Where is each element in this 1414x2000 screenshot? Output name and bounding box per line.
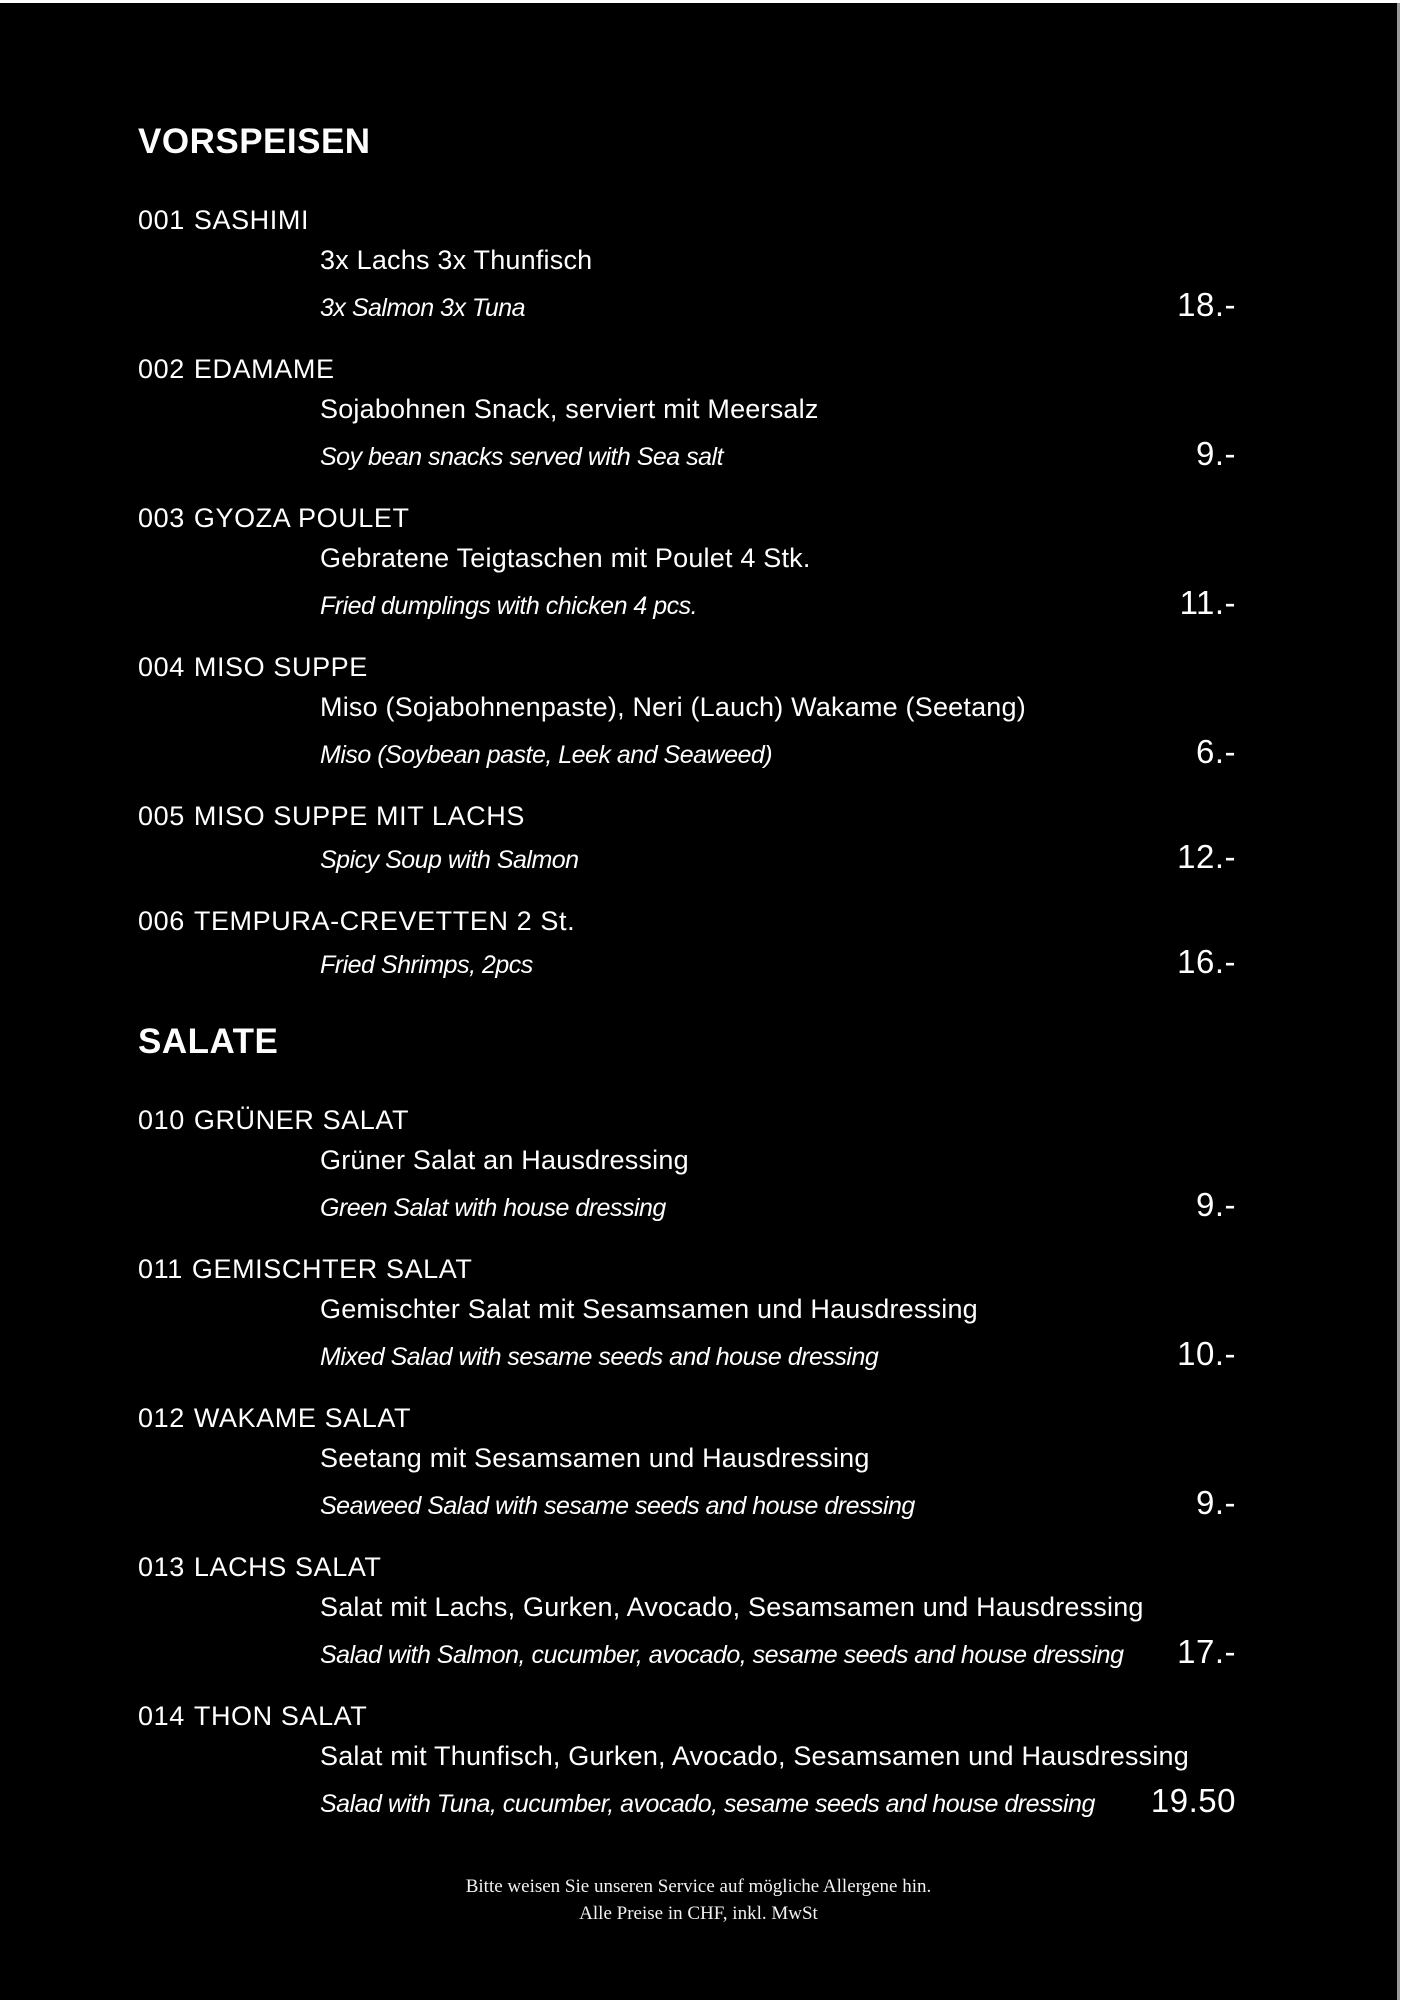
- allergen-notice: Bitte weisen Sie unseren Service auf mögliche Allergene hin.: [465, 1876, 932, 1897]
- item-description-row: [320, 436, 1236, 475]
- item-body: [320, 1590, 1397, 1673]
- item-description-row: [320, 1783, 1236, 1822]
- menu-section: [138, 1023, 1397, 1822]
- item-name: TEMPURA-CREVETTEN 2 St.: [193, 906, 576, 936]
- menu-item: [138, 1550, 1397, 1673]
- item-price: 18.-: [1177, 286, 1236, 323]
- item-code: 002: [138, 354, 185, 384]
- item-description-row: [320, 1634, 1236, 1673]
- item-header: [138, 1401, 1397, 1435]
- item-description-row: [320, 839, 1236, 878]
- item-code: 006: [138, 906, 185, 936]
- menu-item: [138, 650, 1397, 773]
- item-header: [138, 1103, 1397, 1137]
- item-description-row: [320, 287, 1236, 326]
- item-name: SASHIMI: [193, 205, 310, 235]
- item-description-english: Miso (Soybean paste, Leek and Seaweed): [320, 741, 773, 769]
- menu-item: [138, 1103, 1397, 1226]
- item-body: [320, 944, 1397, 983]
- item-description-german: Miso (Sojabohnenpaste), Neri (Lauch) Wakame (Seetang): [320, 692, 1026, 722]
- item-name: LACHS SALAT: [193, 1552, 382, 1582]
- item-description-english: Spicy Soup with Salmon: [320, 846, 579, 874]
- item-header: [138, 650, 1397, 684]
- item-price: 12.-: [1177, 838, 1236, 875]
- item-description-english: Fried Shrimps, 2pcs: [320, 951, 533, 979]
- menu-item: [138, 1699, 1397, 1822]
- item-code: 005: [138, 801, 185, 831]
- menu-sections: [138, 123, 1397, 1822]
- item-code: 001: [138, 205, 185, 235]
- item-code: 003: [138, 503, 185, 533]
- item-code: 004: [138, 652, 185, 682]
- item-name: GEMISCHTER SALAT: [191, 1254, 473, 1284]
- item-code: 010: [138, 1105, 185, 1135]
- price-currency-notice: Alle Preise in CHF, inkl. MwSt: [579, 1903, 818, 1924]
- item-body: [320, 690, 1397, 773]
- menu-item: [138, 1252, 1397, 1375]
- item-header: [138, 1550, 1397, 1584]
- menu-item: [138, 799, 1397, 878]
- item-description-german: Salat mit Thunfisch, Gurken, Avocado, Sesamsamen und Hausdressing: [320, 1741, 1189, 1771]
- item-name: EDAMAME: [193, 354, 335, 384]
- item-description-row: [320, 1187, 1236, 1226]
- item-body: [320, 1739, 1397, 1822]
- item-name: GRÜNER SALAT: [193, 1105, 410, 1135]
- item-body: [320, 392, 1397, 475]
- section-items: [138, 203, 1397, 983]
- item-body: [320, 1143, 1397, 1226]
- menu-section: [138, 123, 1397, 983]
- item-description-row: [320, 1485, 1236, 1524]
- item-price: 9.-: [1195, 435, 1236, 472]
- item-price: 11.-: [1179, 584, 1236, 621]
- item-header: [138, 904, 1397, 938]
- item-price: 17.-: [1177, 1633, 1236, 1670]
- menu-footer: [0, 1873, 1397, 1927]
- item-description-english: Fried dumplings with chicken 4 pcs.: [320, 592, 698, 620]
- item-price: 19.50: [1150, 1782, 1236, 1819]
- item-body: [320, 243, 1397, 326]
- item-code: 011: [138, 1254, 183, 1284]
- item-header: [138, 1252, 1397, 1286]
- item-body: [320, 1441, 1397, 1524]
- item-description-english: Soy bean snacks served with Sea salt: [320, 443, 724, 471]
- item-description-german: Grüner Salat an Hausdressing: [320, 1145, 689, 1175]
- menu-item: [138, 904, 1397, 983]
- item-description-english: Green Salat with house dressing: [320, 1194, 666, 1222]
- item-name: THON SALAT: [193, 1701, 368, 1731]
- item-description-german: 3x Lachs 3x Thunfisch: [320, 245, 593, 275]
- item-description-row: [320, 944, 1236, 983]
- item-header: [138, 203, 1397, 237]
- item-description-german: Seetang mit Sesamsamen und Hausdressing: [320, 1443, 870, 1473]
- item-body: [320, 839, 1397, 878]
- item-name: GYOZA POULET: [193, 503, 410, 533]
- item-description-english: 3x Salmon 3x Tuna: [320, 294, 526, 322]
- item-body: [320, 1292, 1397, 1375]
- item-code: 012: [138, 1403, 185, 1433]
- item-name: MISO SUPPE: [193, 652, 368, 682]
- item-code: 013: [138, 1552, 185, 1582]
- item-description-english: Mixed Salad with sesame seeds and house dressing: [320, 1343, 879, 1371]
- section-title: SALATE: [138, 1022, 279, 1061]
- item-description-row: [320, 1336, 1236, 1375]
- item-header: [138, 501, 1397, 535]
- item-header: [138, 799, 1397, 833]
- item-description-row: [320, 585, 1236, 624]
- item-description-row: [320, 734, 1236, 773]
- item-price: 10.-: [1177, 1335, 1236, 1372]
- item-description-german: Sojabohnen Snack, serviert mit Meersalz: [320, 394, 819, 424]
- menu-page: [0, 3, 1400, 2000]
- menu-item: [138, 203, 1397, 326]
- item-price: 9.-: [1195, 1484, 1236, 1521]
- menu-item: [138, 352, 1397, 475]
- item-price: 6.-: [1195, 733, 1236, 770]
- item-description-german: Gemischter Salat mit Sesamsamen und Hausdressing: [320, 1294, 978, 1324]
- item-price: 9.-: [1195, 1186, 1236, 1223]
- menu-item: [138, 501, 1397, 624]
- item-header: [138, 352, 1397, 386]
- item-price: 16.-: [1177, 943, 1236, 980]
- section-title: VORSPEISEN: [138, 122, 371, 161]
- item-description-english: Seaweed Salad with sesame seeds and house dressing: [320, 1492, 915, 1520]
- item-code: 014: [138, 1701, 185, 1731]
- item-header: [138, 1699, 1397, 1733]
- item-name: WAKAME SALAT: [193, 1403, 412, 1433]
- item-description-english: Salad with Tuna, cucumber, avocado, sesame seeds and house dressing: [320, 1790, 1095, 1818]
- menu-content: [0, 3, 1397, 1822]
- menu-item: [138, 1401, 1397, 1524]
- item-name: MISO SUPPE MIT LACHS: [193, 801, 525, 831]
- item-description-german: Gebratene Teigtaschen mit Poulet 4 Stk.: [320, 543, 811, 573]
- item-description-english: Salad with Salmon, cucumber, avocado, sesame seeds and house dressing: [320, 1641, 1124, 1669]
- item-description-german: Salat mit Lachs, Gurken, Avocado, Sesamsamen und Hausdressing: [320, 1592, 1144, 1622]
- item-body: [320, 541, 1397, 624]
- section-items: [138, 1103, 1397, 1822]
